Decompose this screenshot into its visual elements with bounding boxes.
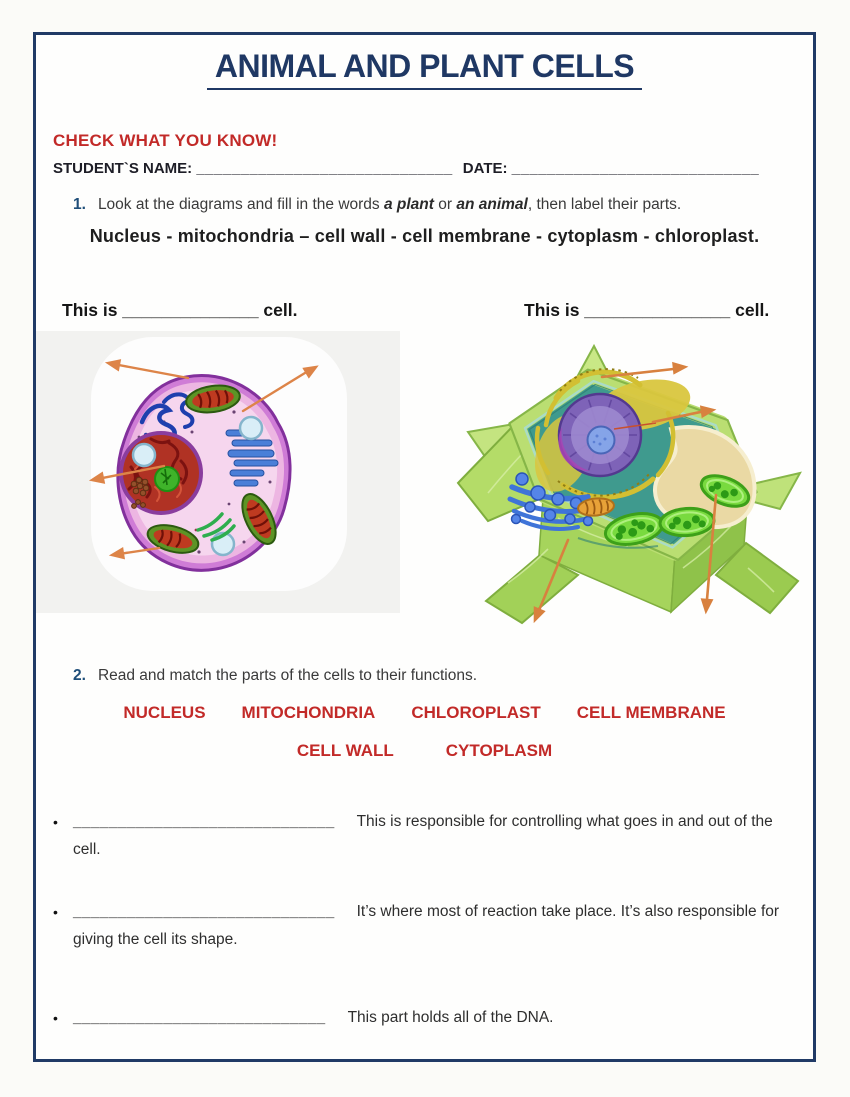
function-item-3 [53, 1004, 795, 1032]
question-1-text: Look at the diagrams and fill in the words [97, 196, 384, 213]
word-nucleus[interactable]: NUCLEUS [123, 703, 206, 722]
answer-blank-3[interactable]: ____________________________ [73, 1009, 326, 1026]
word-cell-wall[interactable]: CELL WALL [296, 741, 394, 760]
vesicle-icon [240, 417, 262, 439]
nucleolus-icon [588, 427, 615, 454]
page-header [33, 48, 816, 90]
question-1-number: 1. [73, 196, 86, 213]
name-date-row [53, 160, 759, 177]
student-name-label: STUDENT`S NAME: [53, 160, 193, 177]
match-word-bank-row-2 [33, 741, 816, 761]
function-item-2 [53, 898, 795, 954]
bullet-dot: • [53, 904, 58, 920]
word-bank-line: Nucleus - mitochondria – cell wall - cell membrane - cytoplasm - chloroplast. [89, 226, 760, 246]
question-1-or: or [433, 196, 457, 213]
bullet-dot: • [53, 1010, 58, 1026]
date-label: DATE: [462, 160, 508, 177]
nucleus [559, 394, 641, 476]
section-heading: CHECK WHAT YOU KNOW! [53, 131, 278, 150]
prompt-suffix: cell. [730, 300, 770, 320]
question-2-number: 2. [73, 667, 86, 684]
function-text-3: This part holds all of the DNA. [347, 1009, 554, 1026]
animal-cell-svg [36, 331, 400, 613]
plant-cell-prompt [524, 300, 769, 321]
student-name-blank[interactable]: _____________________________ [196, 160, 453, 177]
vesicle-icon [133, 444, 155, 466]
plant-cell-image [428, 333, 830, 641]
plant-cell-svg [428, 333, 830, 641]
word-cell-membrane[interactable]: CELL MEMBRANE [576, 703, 726, 722]
word-chloroplast[interactable]: CHLOROPLAST [411, 703, 541, 722]
function-text-1: This is responsible for controlling what goes in and out of the cell. [73, 813, 773, 858]
prompt-prefix: This is [62, 300, 123, 320]
word-mitochondria[interactable]: MITOCHONDRIA [241, 703, 376, 722]
date-blank[interactable]: ____________________________ [511, 160, 760, 177]
plant-cell-blank[interactable]: _______________ [584, 300, 731, 320]
function-text-2: It’s where most of reaction take place. It’s also responsible for giving the cell its shape. [73, 903, 780, 948]
question-1-text-end: , then label their parts. [527, 196, 682, 213]
question-1 [73, 196, 793, 214]
answer-blank-2[interactable]: _____________________________ [73, 903, 335, 920]
prompt-suffix: cell. [258, 300, 298, 320]
answer-blank-1[interactable]: _____________________________ [73, 813, 335, 830]
page-title: ANIMAL AND PLANT CELLS [207, 48, 642, 90]
animal-cell-image [36, 331, 400, 613]
question-1-emphasis-animal: an animal [456, 196, 528, 213]
prompt-prefix: This is [524, 300, 585, 320]
function-item-1 [53, 808, 795, 864]
animal-cell-prompt [62, 300, 297, 321]
animal-cell [118, 375, 290, 570]
match-word-bank-row-1 [33, 703, 816, 723]
word-cytoplasm[interactable]: CYTOPLASM [445, 741, 553, 760]
animal-cell-blank[interactable]: ______________ [122, 300, 259, 320]
question-1-emphasis-plant: a plant [383, 196, 434, 213]
question-2-text: Read and match the parts of the cells to their functions. [97, 667, 478, 684]
question-2 [73, 667, 793, 685]
bullet-dot: • [53, 814, 58, 830]
